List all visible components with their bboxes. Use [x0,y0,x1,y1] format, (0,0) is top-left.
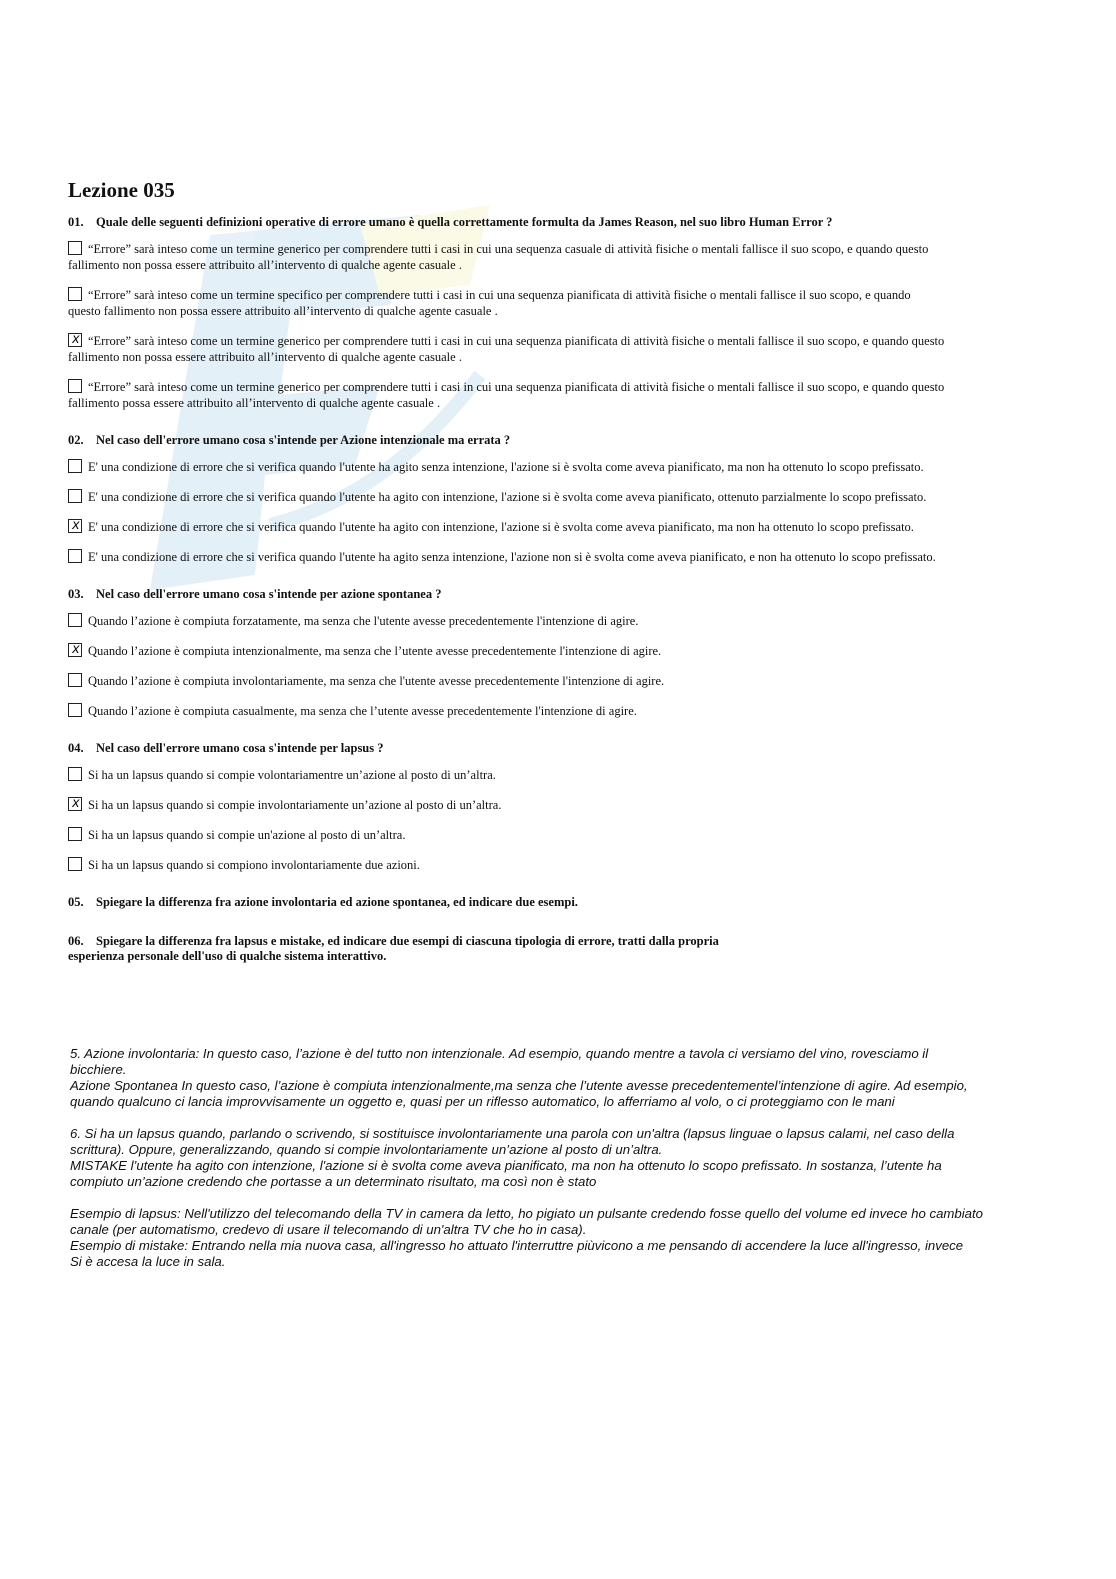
question-3-options [68,613,1068,719]
answer-line: canale (per automatismo, credevo di usare il telecomando di un'altra TV che ho in casa). [70,1222,587,1237]
option-checkbox[interactable] [68,489,82,503]
option-checkbox[interactable] [68,673,82,687]
answer-examples [70,1206,1105,1270]
answer-line: 5. Azione involontaria: In questo caso, l’azione è del tutto non intenzionale. Ad esempio, quando mentre a tavola ci versiamo del vino, rovesciamo il [70,1046,929,1061]
answer-line: 6. Si ha un lapsus quando, parlando o scrivendo, si sostituisce involontariamente una parola con un'altra (lapsus linguae o lapsus calami, nel caso della [70,1126,955,1141]
option-text-line2: questo fallimento non possa essere attribuito all’intervento di qualche agente casuale . [68,304,498,319]
check-mark: x [72,518,80,534]
option-4a[interactable] [68,767,1068,783]
option-text: Si ha un lapsus quando si compie involontariamente un’azione al posto di un’altra. [88,798,502,813]
option-text: Quando l’azione è compiuta intenzionalmente, ma senza che l’utente avesse precedentemente l'intenzione di agire. [88,644,662,659]
option-text: Quando l’azione è compiuta casualmente, ma senza che l’utente avesse precedentemente l'intenzione di agire. [88,704,637,719]
option-checkbox[interactable] [68,519,82,533]
option-text: E' una condizione di errore che si verifica quando l'utente ha agito con intenzione, l'azione si è svolta come aveva pianificato, ottenuto parzialmente lo scopo prefissato. [88,490,927,505]
option-checkbox[interactable] [68,459,82,473]
option-text-line1: “Errore” sarà inteso come un termine generico per comprendere tutti i casi in cui una sequenza casuale di attività fisiche o mentali fallisce il suo scopo, e quando questo [88,242,929,257]
answer-area [70,1046,1105,1286]
check-mark: x [72,642,80,658]
option-checkbox[interactable] [68,857,82,871]
option-2d[interactable] [68,549,1068,565]
option-text-line2: fallimento possa essere attribuito all’intervento di qualche agente casuale . [68,396,441,411]
option-3a[interactable] [68,613,1068,629]
question-4 [68,741,1068,756]
question-number: 03. [68,587,84,602]
question-2 [68,433,1068,448]
check-mark: x [72,796,80,812]
question-2-options [68,459,1068,565]
option-4c[interactable] [68,827,1068,843]
option-checkbox[interactable] [68,643,82,657]
option-text: E' una condizione di errore che si verifica quando l'utente ha agito senza intenzione, l'azione non si è svolta come aveva pianificato, e non ha ottenuto lo scopo prefissato. [88,550,936,565]
option-text: Quando l’azione è compiuta involontariamente, ma senza che l'utente avesse precedentemente l'intenzione di agire. [88,674,665,689]
question-4-options [68,767,1068,873]
answer-6 [70,1126,1105,1190]
option-text: Quando l’azione è compiuta forzatamente, ma senza che l'utente avesse precedentemente l'intenzione di agire. [88,614,639,629]
answer-line: bicchiere. [70,1062,127,1077]
answer-line: Azione Spontanea In questo caso, l’azione è compiuta intenzionalmente,ma senza che l’utente avesse precedentementel’intenzione di agire. Ad esempio, [70,1078,968,1093]
option-3c[interactable] [68,673,1068,689]
option-text-line2: fallimento non possa essere attribuito all’intervento di qualche agente casuale . [68,258,462,273]
question-text-line2: esperienza personale dell'uso di qualche sistema interattivo. [68,949,387,964]
question-text-line1: Spiegare la differenza fra lapsus e mistake, ed indicare due esempi di ciascuna tipologia di errore, tratti dalla propria [96,934,719,949]
question-number: 06. [68,934,84,949]
option-checkbox[interactable] [68,379,82,393]
option-text: E' una condizione di errore che si verifica quando l'utente ha agito con intenzione, l'azione si è svolta come aveva pianificato, ma non ha ottenuto lo scopo prefissato. [88,520,914,535]
answer-line: quando qualcuno ci lancia improvvisamente un oggetto e, quasi per un riflesso automatico, lo afferriamo al volo, o ci proteggiamo con le mani [70,1094,895,1109]
answer-line: MISTAKE l’utente ha agito con intenzione, l'azione si è svolta come aveva pianificato, ma non ha ottenuto lo scopo prefissato. In sostanza, l’utente ha [70,1158,942,1173]
option-text: Si ha un lapsus quando si compie volontariamentre un’azione al posto di un’altra. [88,768,496,783]
option-checkbox[interactable] [68,287,82,301]
question-1-options [68,241,1068,411]
option-text-line1: “Errore” sarà inteso come un termine generico per comprendere tutti i casi in cui una sequenza pianificata di attività fisiche o mentali fallisce il suo scopo, e quando questo [88,334,945,349]
answer-line: Esempio di lapsus: Nell'utilizzo del telecomando della TV in camera da letto, ho pigiato un pulsante credendo fosse quello del volume ed invece ho cambiato [70,1206,983,1221]
question-text: Nel caso dell'errore umano cosa s'intende per lapsus ? [96,741,384,756]
option-4d[interactable] [68,857,1068,873]
option-checkbox[interactable] [68,333,82,347]
question-1 [68,215,1068,230]
question-6 [68,934,1068,964]
option-checkbox[interactable] [68,549,82,563]
option-text-line1: “Errore” sarà inteso come un termine specifico per comprendere tutti i casi in cui una sequenza pianificata di attività fisiche o mentali fallisce il suo scopo, e quando [88,288,911,303]
option-3d[interactable] [68,703,1068,719]
option-checkbox[interactable] [68,241,82,255]
answer-line: compiuto un’azione credendo che portasse a un determinato risultato, ma così non è stato [70,1174,597,1189]
answer-line: Si è accesa la luce in sala. [70,1254,226,1269]
option-text: Si ha un lapsus quando si compiono involontariamente due azioni. [88,858,420,873]
question-3 [68,587,1068,602]
question-5 [68,895,1068,910]
question-number: 04. [68,741,84,756]
check-mark: x [72,332,80,348]
question-number: 02. [68,433,84,448]
page-title: Lezione 035 [68,178,175,202]
option-text: E' una condizione di errore che si verifica quando l'utente ha agito senza intenzione, l'azione si è svolta come aveva pianificato, ma non ha ottenuto lo scopo prefissato. [88,460,924,475]
option-checkbox[interactable] [68,797,82,811]
option-checkbox[interactable] [68,767,82,781]
option-checkbox[interactable] [68,703,82,717]
question-text: Nel caso dell'errore umano cosa s'intende per azione spontanea ? [96,587,442,602]
option-2a[interactable] [68,459,1068,475]
option-1d[interactable] [68,379,1068,411]
option-1a[interactable] [68,241,1068,273]
option-3b[interactable] [68,643,1068,659]
option-4b[interactable] [68,797,1068,813]
question-number: 01. [68,215,84,230]
answer-line: scrittura). Oppure, generalizzando, quando si compie involontariamente un’azione al posto di un’altra. [70,1142,663,1157]
option-2b[interactable] [68,489,1068,505]
answer-line: Esempio di mistake: Entrando nella mia nuova casa, all'ingresso ho attuato l'interruttre piùvicono a me pensando di accendere la luce all'ingresso, invece [70,1238,964,1253]
document-content [68,178,1068,975]
option-text-line1: “Errore” sarà inteso come un termine generico per comprendere tutti i casi in cui una sequenza pianificata di attività fisiche o mentali fallisce il suo scopo, e quando questo [88,380,945,395]
option-1c[interactable] [68,333,1068,365]
option-text-line2: fallimento non possa essere attribuito all’intervento di qualche agente casuale . [68,350,462,365]
option-2c[interactable] [68,519,1068,535]
option-text: Si ha un lapsus quando si compie un'azione al posto di un’altra. [88,828,406,843]
question-text: Spiegare la differenza fra azione involontaria ed azione spontanea, ed indicare due esempi. [96,895,578,910]
question-number: 05. [68,895,84,910]
option-checkbox[interactable] [68,827,82,841]
answer-5 [70,1046,1105,1110]
option-checkbox[interactable] [68,613,82,627]
question-text: Nel caso dell'errore umano cosa s'intende per Azione intenzionale ma errata ? [96,433,511,448]
option-1b[interactable] [68,287,1068,319]
question-text: Quale delle seguenti definizioni operative di errore umano è quella correttamente formulta da James Reason, nel suo libro Human Error ? [96,215,833,230]
